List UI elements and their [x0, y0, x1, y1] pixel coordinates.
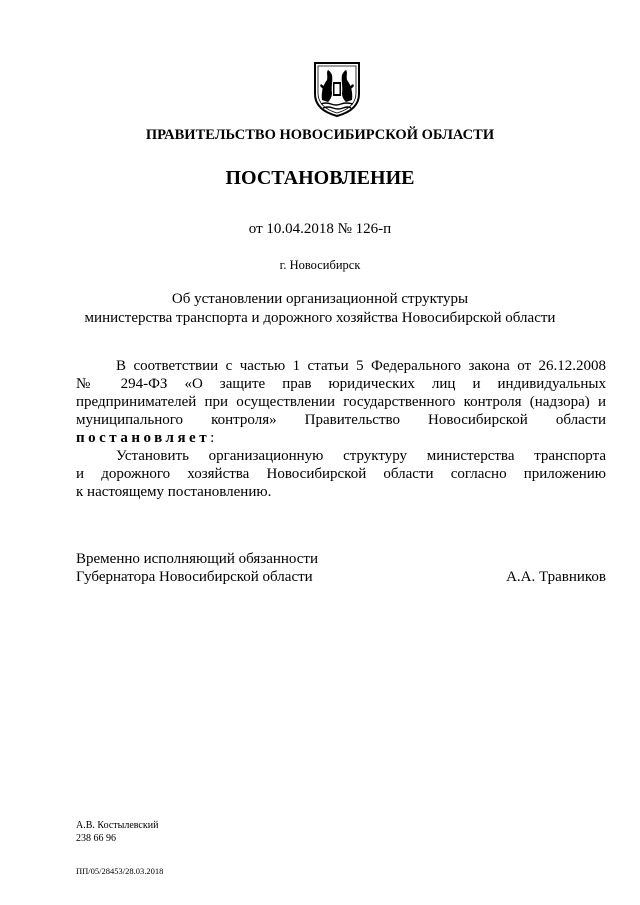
resolves-line — [76, 429, 606, 447]
document-code: ПП/05/28453/28.03.2018 — [76, 866, 164, 876]
body-line: В соответствии с частью 1 статьи 5 Федерального закона от 26.12.2008 — [116, 358, 606, 374]
body-line: и дорожного хозяйства Новосибирской области согласно приложению — [76, 466, 606, 482]
body-line: № 294-ФЗ «О защите прав юридических лиц и индивидуальных — [76, 376, 606, 392]
signatory-name: А.А. Травников — [506, 569, 606, 585]
signatory-position-line-2: Губернатора Новосибирской области — [76, 569, 313, 585]
organization-title: ПРАВИТЕЛЬСТВО НОВОСИБИРСКОЙ ОБЛАСТИ — [145, 127, 495, 143]
document-body — [76, 357, 606, 501]
body-line: предпринимателей при осуществлении государственного контроля (надзора) и — [76, 394, 606, 410]
document-city: г. Новосибирск — [279, 258, 361, 272]
signatory-position-line-1: Временно исполняющий обязанности — [76, 551, 319, 567]
body-line: муниципального контроля» Правительство Новосибирской области — [76, 412, 606, 428]
subject-line-2: министерства транспорта и дорожного хозяйства Новосибирской области — [84, 310, 556, 326]
resolves-colon: : — [210, 430, 215, 446]
signatory-position — [76, 550, 318, 586]
coat-of-arms-icon — [312, 60, 362, 117]
document-type: ПОСТАНОВЛЕНИЕ — [225, 167, 415, 189]
resolves-word: постановляет — [76, 430, 211, 446]
executor-phone: 238 66 96 — [76, 833, 116, 844]
subject-line-1: Об установлении организационной структуры — [171, 291, 469, 307]
body-line: Установить организационную структуру министерства транспорта — [116, 448, 606, 464]
document-date-number: от 10.04.2018 № 126-п — [248, 221, 392, 237]
body-line: к настоящему постановлению. — [76, 484, 272, 500]
executor-name: А.В. Костылевский — [76, 820, 159, 831]
